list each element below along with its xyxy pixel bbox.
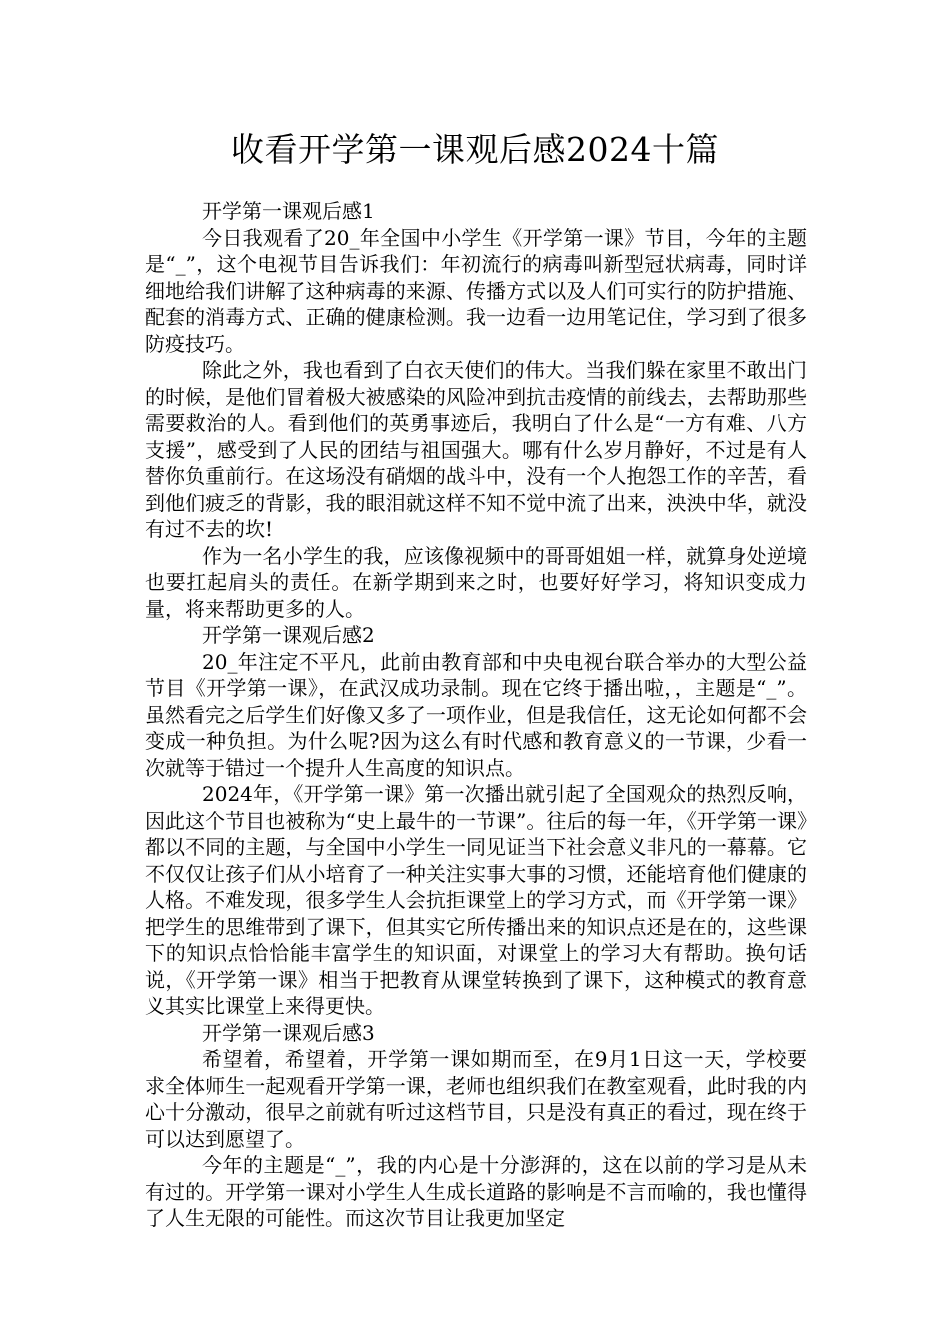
paragraph: 2024年，《开学第一课》第一次播出就引起了全国观众的热烈反响，因此这个节目也被称为“史上最牛的一节课”。往后的每一年，《开学第一课》都以不同的主题，与全国中小学生一同见证当下社会意义非凡的一幕幕。它不仅仅让孩子们从小培育了一种关注实事大事的习惯，还能培育他们健康的人格。不难发现，很多学生人会抗拒课堂上的学习方式，而《开学第一课》把学生的思维带到了课下，但其实它所传播出来的知识点还是在的，这些课下的知识点恰恰能丰富学生的知识面，对课堂上的学习大有帮助。换句话说，《开学第一课》相当于把教育从课堂转换到了课下，这种模式的教育意义其实比课堂上来得更快。 [145,782,807,1018]
paragraph: 作为一名小学生的我，应该像视频中的哥哥姐姐一样，就算身处逆境也要扛起肩头的责任。在新学期到来之时，也要好好学习，将知识变成力量，将来帮助更多的人。 [145,543,807,621]
section-heading: 开学第一课观后感2 [202,623,375,647]
paragraph: 希望着，希望着，开学第一课如期而至，在9月1日这一天，学校要求全体师生一起观看开学第一课，老师也组织我们在教室观看，此时我的内心十分激动，很早之前就有听过这档节目，只是没有真正的看过，现在终于可以达到愿望了。 [145,1047,807,1151]
paragraph: 今日我观看了20_年全国中小学生《开学第一课》节目，今年的主题是“_”，这个电视节目告诉我们：年初流行的病毒叫新型冠状病毒，同时详细地给我们讲解了这种病毒的来源、传播方式以及人们可实行的防护措施、配套的消毒方式、正确的健康检测。我一边看一边用笔记住，学习到了很多防疫技巧。 [145,225,807,356]
document-title: 收看开学第一课观后感2024十篇 [231,130,719,169]
section-heading: 开学第一课观后感1 [202,199,375,223]
document-body [145,198,807,1232]
paragraph: 除此之外，我也看到了白衣天使们的伟大。当我们躲在家里不敢出门的时候，是他们冒着极大被感染的风险冲到抗击疫情的前线去，去帮助那些需要救治的人。看到他们的英勇事迹后，我明白了什么是“一方有难、八方支援”，感受到了人民的团结与祖国强大。哪有什么岁月静好，不过是有人替你负重前行。在这场没有硝烟的战斗中，没有一个人抱怨工作的辛苦，看到他们疲乏的背影，我的眼泪就这样不知不觉中流了出来，泱泱中华，就没有过不去的坎! [145,358,807,541]
section-heading: 开学第一课观后感3 [202,1020,375,1045]
paragraph: 今年的主题是“_”，我的内心是十分澎湃的，这在以前的学习是从未有过的。开学第一课对小学生人生成长道路的影响是不言而喻的，我也懂得了人生无限的可能性。而这次节目让我更加坚定 [145,1153,807,1230]
paragraph: 20_年注定不平凡，此前由教育部和中央电视台联合举办的大型公益节目《开学第一课》，在武汉成功录制。现在它终于播出啦，，主题是“_”。虽然看完之后学生们好像又多了一项作业，但是我信任，这无论如何都不会变成一种负担。为什么呢?因为这么有时代感和教育意义的一节课，少看一次就等于错过一个提升人生高度的知识点。 [145,649,807,780]
